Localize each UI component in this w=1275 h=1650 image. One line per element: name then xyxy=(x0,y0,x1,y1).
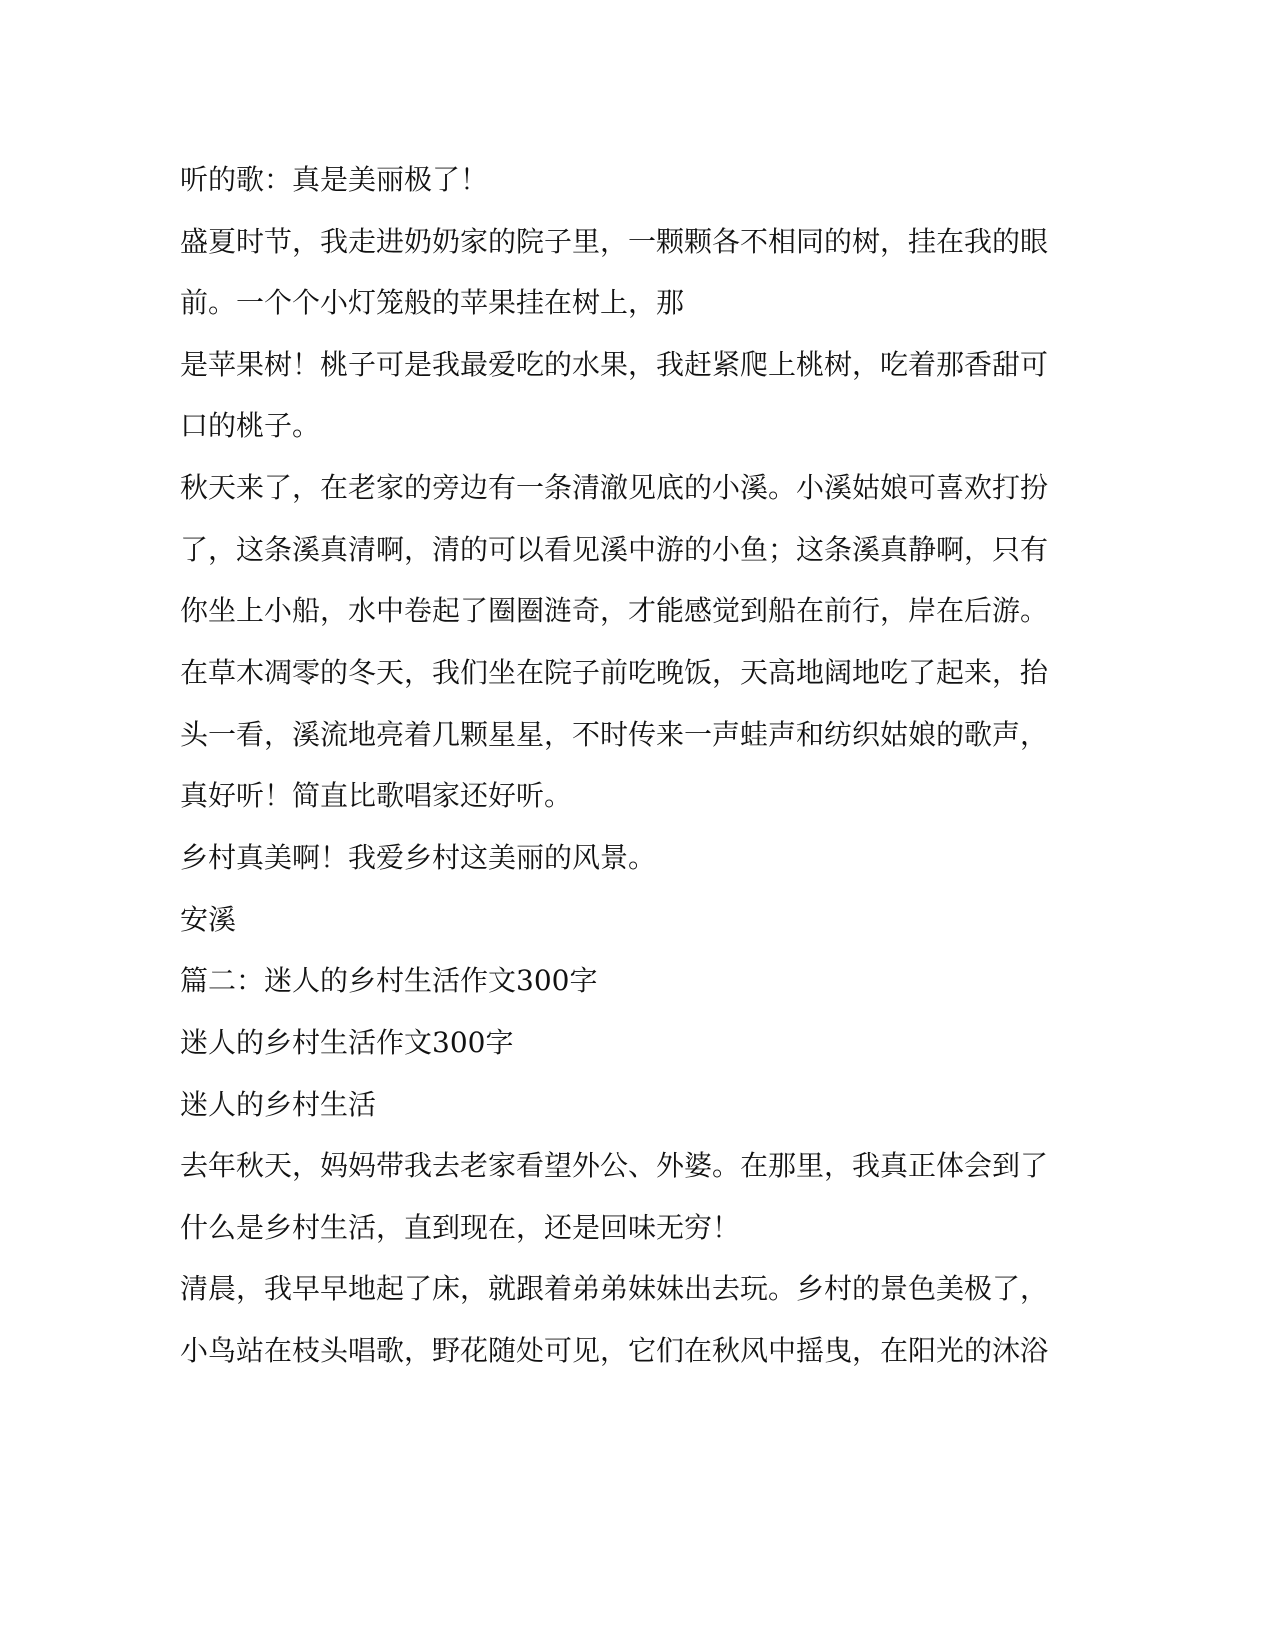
text-line: 乡村真美啊！我爱乡村这美丽的风景。 xyxy=(180,841,657,874)
text-line: 安溪 xyxy=(180,903,237,936)
text-line: 是苹果树！桃子可是我最爱吃的水果，我赶紧爬上桃树，吃着那香甜可 xyxy=(180,348,1049,381)
text-line: 前。一个个小灯笼般的苹果挂在树上，那 xyxy=(180,286,685,319)
article-title: 迷人的乡村生活作文300字 xyxy=(180,1026,514,1059)
text-line: 什么是乡村生活，直到现在，还是回味无穷！ xyxy=(180,1211,741,1244)
article-subtitle: 迷人的乡村生活 xyxy=(180,1088,377,1121)
section-heading: 篇二：迷人的乡村生活作文300字 xyxy=(180,964,598,997)
text-line: 你坐上小船，水中卷起了圈圈涟奇，才能感觉到船在前行，岸在后游。 xyxy=(180,594,1049,627)
text-line: 秋天来了，在老家的旁边有一条清澈见底的小溪。小溪姑娘可喜欢打扮 xyxy=(180,471,1049,504)
text-line: 口的桃子。 xyxy=(180,409,321,442)
text-line: 真好听！简直比歌唱家还好听。 xyxy=(180,779,573,812)
text-line: 去年秋天，妈妈带我去老家看望外公、外婆。在那里，我真正体会到了 xyxy=(180,1149,1049,1182)
text-line: 头一看，溪流地亮着几颗星星，不时传来一声蛙声和纺织姑娘的歌声， xyxy=(180,718,1049,751)
text-line: 盛夏时节，我走进奶奶家的院子里，一颗颗各不相同的树，挂在我的眼 xyxy=(180,225,1049,258)
text-line: 听的歌：真是美丽极了！ xyxy=(180,163,489,196)
text-line: 在草木凋零的冬天，我们坐在院子前吃晚饭，天高地阔地吃了起来，抬 xyxy=(180,656,1049,689)
text-line: 清晨，我早早地起了床，就跟着弟弟妹妹出去玩。乡村的景色美极了， xyxy=(180,1272,1049,1305)
text-line: 小鸟站在枝头唱歌，野花随处可见，它们在秋风中摇曳，在阳光的沐浴 xyxy=(180,1334,1049,1367)
text-line: 了，这条溪真清啊，清的可以看见溪中游的小鱼；这条溪真静啊，只有 xyxy=(180,533,1049,566)
